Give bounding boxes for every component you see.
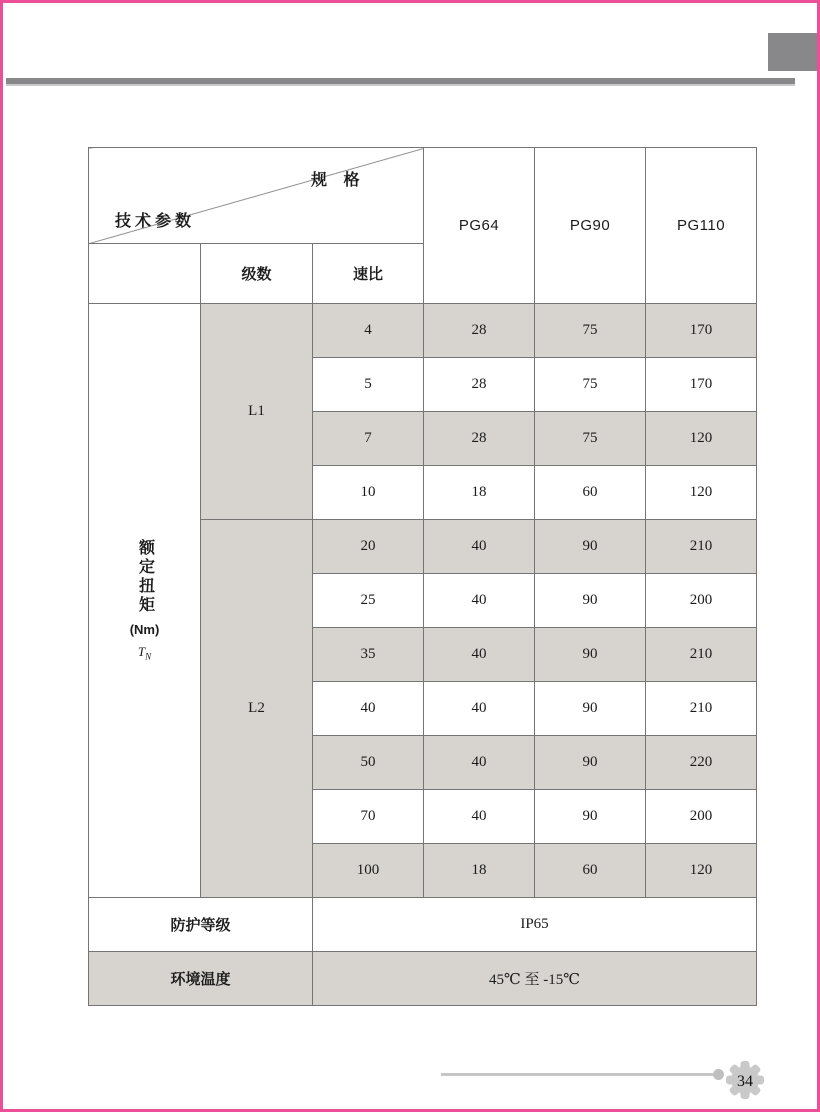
torque-value: 170 [646, 304, 757, 358]
torque-value: 220 [646, 736, 757, 790]
protection-value: IP65 [313, 898, 757, 952]
torque-value: 18 [424, 466, 535, 520]
torque-value: 90 [535, 574, 646, 628]
stage-group-l2: L2 [201, 520, 313, 898]
empty-header-cell [89, 244, 201, 304]
ratio-value: 10 [313, 466, 424, 520]
torque-value: 120 [646, 412, 757, 466]
torque-value: 75 [535, 304, 646, 358]
technical-parameters-table [88, 147, 757, 1006]
column-header-pg64: PG64 [424, 148, 535, 304]
ratio-value: 20 [313, 520, 424, 574]
torque-value: 200 [646, 574, 757, 628]
torque-group-label-cell [89, 304, 201, 898]
ratio-value: 70 [313, 790, 424, 844]
torque-value: 60 [535, 466, 646, 520]
stage-group-l1: L1 [201, 304, 313, 520]
stages-header: 级数 [201, 244, 313, 304]
torque-value: 40 [424, 574, 535, 628]
ratio-header: 速比 [313, 244, 424, 304]
torque-value: 90 [535, 736, 646, 790]
torque-value: 40 [424, 736, 535, 790]
ratio-value: 35 [313, 628, 424, 682]
torque-value: 40 [424, 520, 535, 574]
torque-value: 18 [424, 844, 535, 898]
ratio-value: 25 [313, 574, 424, 628]
ratio-value: 4 [313, 304, 424, 358]
page-number: 34 [737, 1073, 753, 1090]
torque-value: 75 [535, 358, 646, 412]
torque-vertical-text: 额定扭矩 [136, 539, 154, 616]
torque-value: 75 [535, 412, 646, 466]
temperature-row [89, 952, 757, 1006]
temperature-value: 45℃ 至 -15℃ [313, 952, 757, 1006]
torque-value: 170 [646, 358, 757, 412]
torque-unit: (Nm) [129, 622, 160, 638]
torque-value: 120 [646, 844, 757, 898]
torque-label [89, 539, 200, 662]
torque-value: 40 [424, 682, 535, 736]
header-row-1 [89, 148, 757, 244]
torque-value: 210 [646, 628, 757, 682]
diagonal-header-cell [89, 148, 424, 244]
torque-value: 90 [535, 790, 646, 844]
torque-value: 210 [646, 682, 757, 736]
torque-value: 90 [535, 520, 646, 574]
torque-value: 90 [535, 628, 646, 682]
ratio-value: 5 [313, 358, 424, 412]
torque-symbol: $T_N$ [137, 644, 152, 662]
torque-value: 40 [424, 628, 535, 682]
spec-axis-label: 规 格 [311, 172, 366, 189]
gear-page-badge [723, 1058, 767, 1102]
torque-value: 40 [424, 790, 535, 844]
torque-value: 210 [646, 520, 757, 574]
footer-rule [441, 1073, 717, 1076]
torque-value: 120 [646, 466, 757, 520]
ratio-value: 100 [313, 844, 424, 898]
ratio-value: 7 [313, 412, 424, 466]
table-row [89, 304, 757, 358]
torque-value: 28 [424, 412, 535, 466]
column-header-pg90: PG90 [535, 148, 646, 304]
temperature-label: 环境温度 [89, 952, 313, 1006]
protection-row [89, 898, 757, 952]
torque-value: 200 [646, 790, 757, 844]
torque-value: 90 [535, 682, 646, 736]
torque-value: 28 [424, 358, 535, 412]
column-header-pg110: PG110 [646, 148, 757, 304]
corner-accent-block [768, 33, 819, 71]
ratio-value: 40 [313, 682, 424, 736]
header-divider-bar [6, 78, 795, 86]
param-axis-label: 技术参数 [115, 213, 196, 230]
torque-value: 28 [424, 304, 535, 358]
torque-value: 60 [535, 844, 646, 898]
ratio-value: 50 [313, 736, 424, 790]
protection-label: 防护等级 [89, 898, 313, 952]
